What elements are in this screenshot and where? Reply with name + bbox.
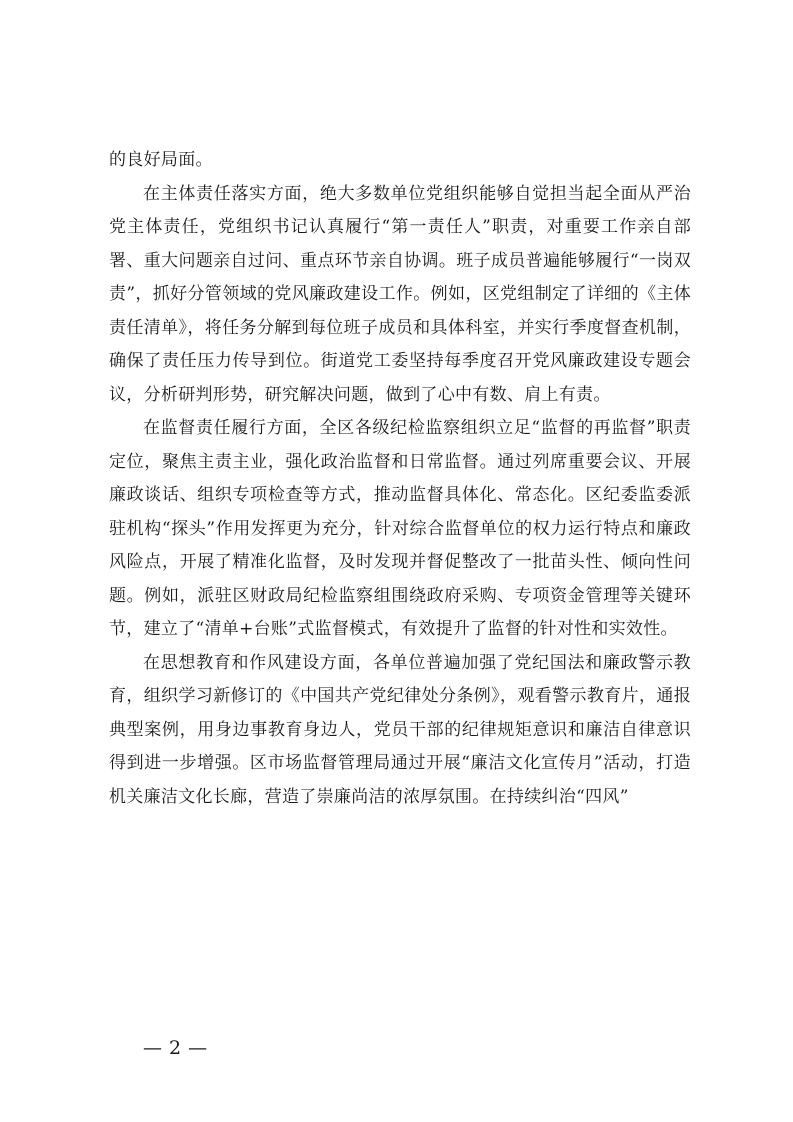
paragraph-continuation: 的良好局面。 [109, 150, 213, 170]
page-number: — 2 — [143, 1037, 208, 1059]
document-body [109, 144, 691, 814]
paragraph-supervision-responsibility: 在监督责任履行方面，全区各级纪检监察组织立足“监督的再监督”职责定位，聚焦主责主业，强化政治监督和日常监督。通过列席重要会议、开展廉政谈话、组织专项检查等方式，推动监督具体化、常态化。区纪委监委派驻机构“探头”作用发挥更为充分，针对综合监督单位的权力运行特点和廉政风险点，开展了精准化监督，及时发现并督促整改了一批苗头性、倾向性问题。例如，派驻区财政局纪检监察组围绕政府采购、专项资金管理等关键环节，建立了“清单+台账”式监督模式，有效提升了监督的针对性和实效性。 [109, 418, 691, 639]
paragraph-education-and-conduct: 在思想教育和作风建设方面，各单位普遍加强了党纪国法和廉政警示教育，组织学习新修订的《中国共产党纪律处分条例》，观看警示教育片，通报典型案例，用身边事教育身边人，党员干部的纪律规矩意识和廉洁自律意识得到进一步增强。区市场监督管理局通过开展“廉洁文化宣传月”活动，打造机关廉洁文化长廊，营造了崇廉尚洁的浓厚氛围。在持续纠治“四风” [109, 652, 691, 807]
paragraph-main-responsibility: 在主体责任落实方面，绝大多数单位党组织能够自觉担当起全面从严治党主体责任，党组织书记认真履行“第一责任人”职责，对重要工作亲自部署、重大问题亲自过问、重点环节亲自协调。班子成员普遍能够履行“一岗双责”，抓好分管领域的党风廉政建设工作。例如，区党组制定了详细的《主体责任清单》，将任务分解到每位班子成员和具体科室，并实行季度督查机制，确保了责任压力传导到位。街道党工委坚持每季度召开党风廉政建设专题会议，分析研判形势，研究解决问题，做到了心中有数、肩上有责。 [109, 183, 691, 405]
